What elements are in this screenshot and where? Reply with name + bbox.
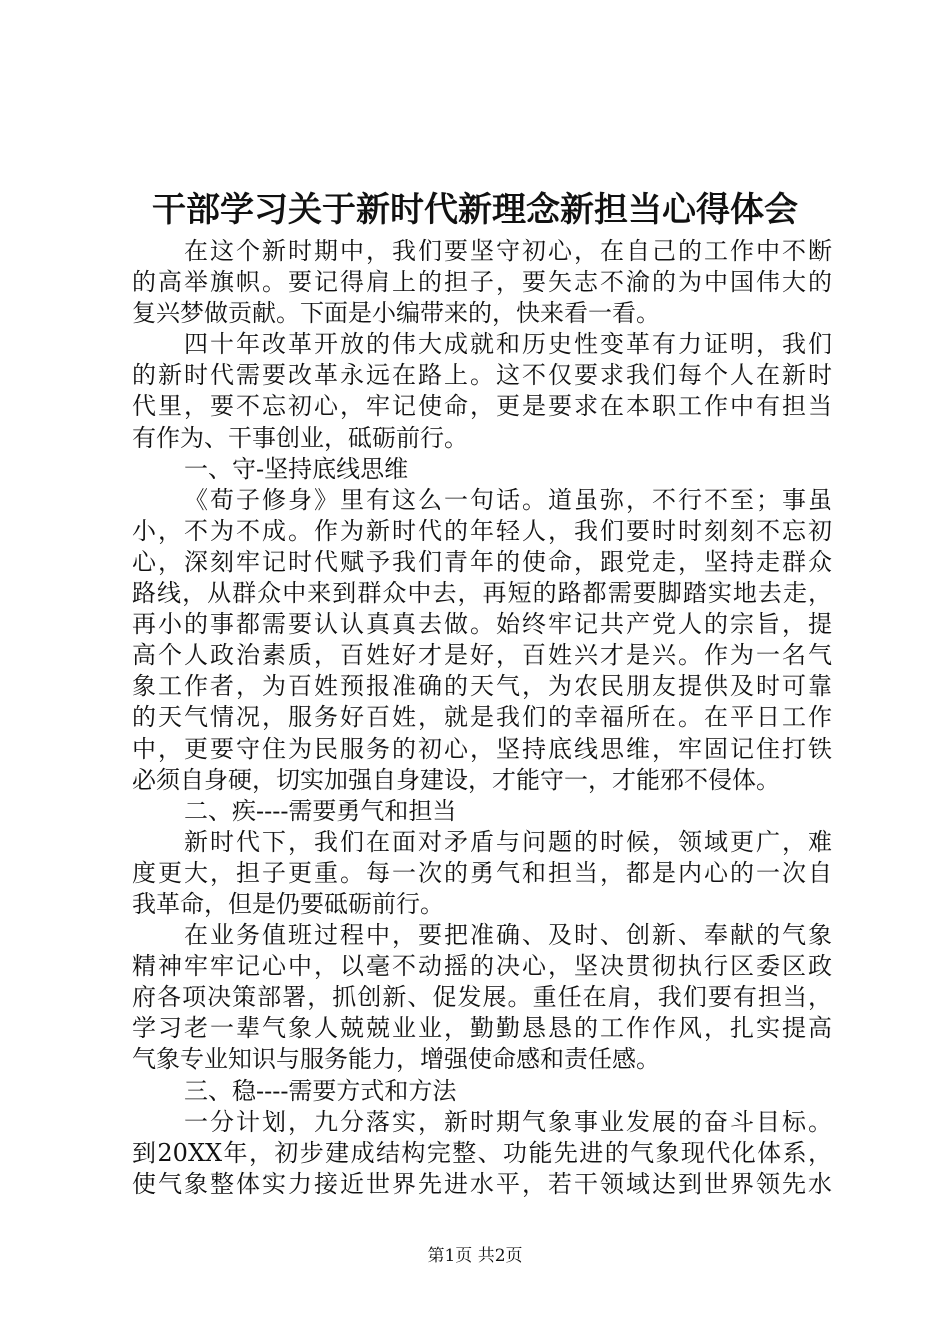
- section-heading: 三、稳----需要方式和方法: [184, 1076, 457, 1105]
- section-heading: 二、疾----需要勇气和担当: [184, 796, 457, 825]
- body-line: 在这个新时期中，我们要坚守初心，在自己的工作中不断: [184, 237, 832, 265]
- body-line: 的新时代需要改革永远在路上。这不仅要求我们每个人在新时: [132, 361, 832, 390]
- body-line: 代里，要不忘初心，牢记使命，更是要求在本职工作中有担当: [132, 392, 832, 421]
- body-line: 的高举旗帜。要记得肩上的担子，要矢志不渝的为中国伟大的: [132, 268, 832, 297]
- document-body: [132, 236, 832, 1200]
- body-line: 精神牢牢记心中，以毫不动摇的决心，坚决贯彻执行区委区政: [132, 952, 832, 981]
- body-line: 新时代下，我们在面对矛盾与问题的时候，领域更广，难: [184, 827, 832, 856]
- page-number-footer: 第1页 共2页: [427, 1246, 523, 1266]
- body-line: 学习老一辈气象人兢兢业业，勤勤恳恳的工作作风，扎实提高: [132, 1014, 832, 1043]
- body-line: 有作为、干事创业，砥砺前行。: [132, 423, 468, 452]
- body-line: 心，深刻牢记时代赋予我们青年的使命，跟党走，坚持走群众: [132, 547, 832, 576]
- section-heading: 一、守-坚持底线思维: [184, 454, 409, 483]
- body-line: 小，不为不成。作为新时代的年轻人，我们要时时刻刻不忘初: [132, 516, 832, 545]
- body-line: 的天气情况，服务好百姓，就是我们的幸福所在。在平日工作: [132, 703, 832, 732]
- body-line: 一分计划，九分落实，新时期气象事业发展的奋斗目标。: [184, 1107, 832, 1136]
- body-line: 使气象整体实力接近世界先进水平，若干领域达到世界领先水: [132, 1169, 832, 1198]
- body-line: 到20XX年，初步建成结构完整、功能先进的气象现代化体系，: [132, 1138, 832, 1167]
- document-title: 干部学习关于新时代新理念新担当心得体会: [152, 190, 798, 230]
- body-line: 四十年改革开放的伟大成就和历史性变革有力证明，我们: [184, 330, 832, 359]
- body-line: 必须自身硬，切实加强自身建设，才能守一，才能邪不侵体。: [132, 765, 780, 794]
- body-line: 在业务值班过程中，要把准确、及时、创新、奉献的气象: [184, 921, 832, 950]
- body-line: 度更大，担子更重。每一次的勇气和担当，都是内心的一次自: [132, 858, 832, 887]
- body-line: 象工作者，为百姓预报准确的天气，为农民朋友提供及时可靠: [132, 672, 832, 701]
- body-line: 《荀子修身》里有这么一句话。道虽弥，不行不至；事虽: [184, 485, 832, 514]
- body-line: 气象专业知识与服务能力，增强使命感和责任感。: [132, 1045, 660, 1074]
- body-line: 复兴梦做贡献。下面是小编带来的，快来看一看。: [132, 299, 660, 328]
- body-line: 高个人政治素质，百姓好才是好，百姓兴才是兴。作为一名气: [132, 641, 832, 670]
- body-line: 路线，从群众中来到群众中去，再短的路都需要脚踏实地去走，: [132, 579, 832, 608]
- body-line: 我革命，但是仍要砥砺前行。: [132, 889, 444, 918]
- body-line: 中，更要守住为民服务的初心，坚持底线思维，牢固记住打铁: [132, 734, 832, 763]
- body-line: 府各项决策部署，抓创新、促发展。重任在肩，我们要有担当，: [132, 983, 832, 1012]
- body-line: 再小的事都需要认认真真去做。始终牢记共产党人的宗旨，提: [132, 610, 832, 639]
